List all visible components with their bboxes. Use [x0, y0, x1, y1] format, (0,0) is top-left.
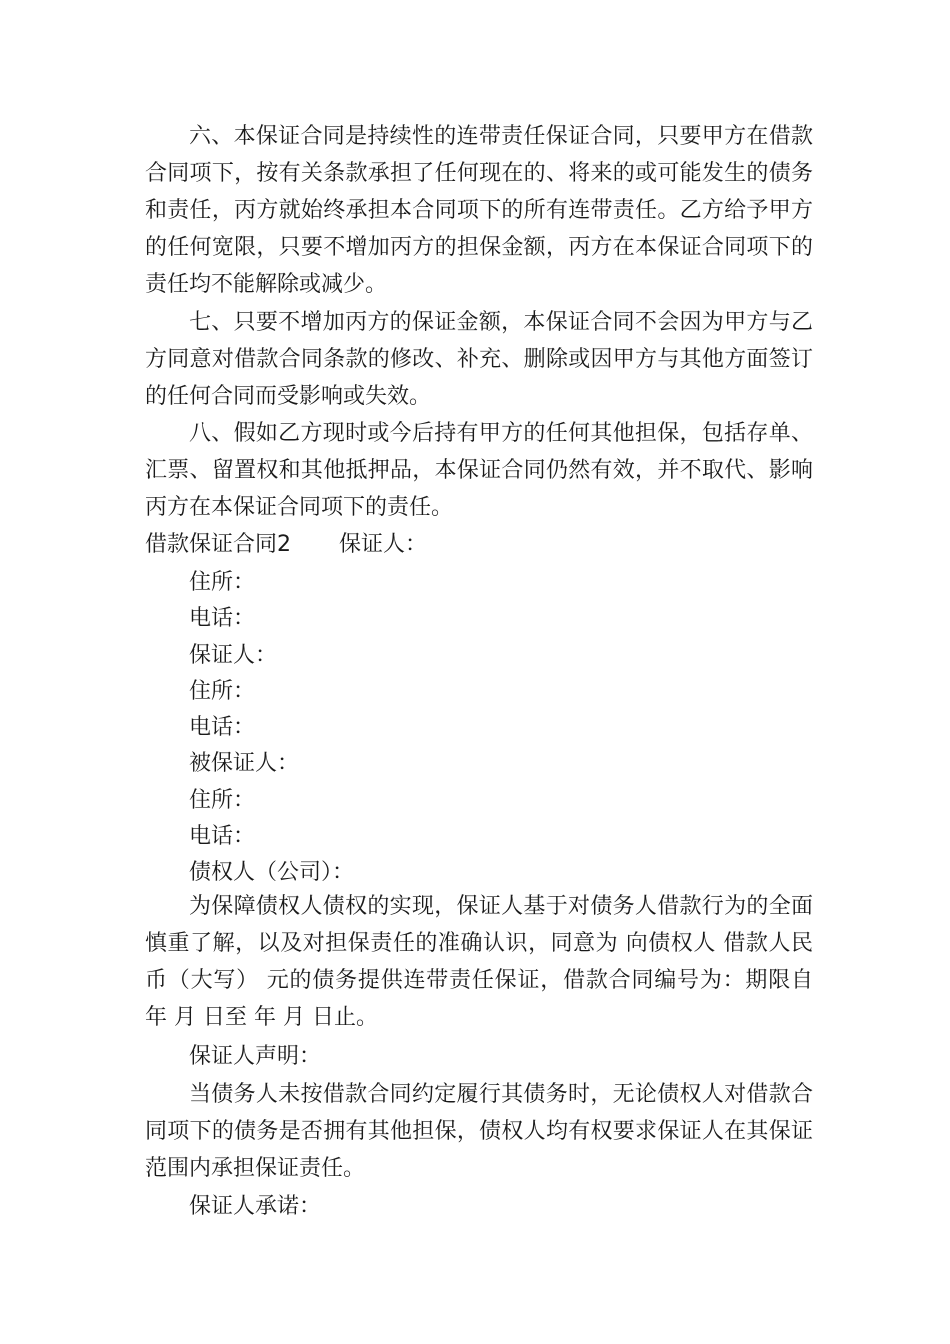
declaration-text: 当债务人未按借款合同约定履行其债务时，无论债权人对借款合同项下的债务是否拥有其他担保，债权人均有权要求保证人在其保证范围内承担保证责任。: [145, 1082, 813, 1181]
clause-six: 六、本保证合同是持续性的连带责任保证合同，只要甲方在借款合同项下，按有关条款承担了任何现在的、将来的或可能发生的债务和责任，丙方就始终承担本合同项下的所有连带责任。乙方给予甲方的任何宽限，只要不增加丙方的担保金额，丙方在本保证合同项下的责任均不能解除或减少。: [145, 124, 813, 297]
contract2-intro: 为保障债权人债权的实现，保证人基于对债务人借款行为的全面慎重了解，以及对担保责任的准确认识，同意为 向债权人 借款人民币（大写） 元的债务提供连带责任保证，借款合同编号为：期限自 年 月 日至 年 月 日止。: [145, 894, 813, 1030]
promise-heading: 保证人承诺：: [189, 1194, 322, 1219]
field-address-2: 住所：: [189, 679, 256, 704]
field-phone-1: 电话：: [189, 606, 256, 631]
clause-seven: 七、只要不增加丙方的保证金额，本保证合同不会因为甲方与乙方同意对借款合同条款的修改、补充、删除或因甲方与其他方面签订的任何合同而受影响或失效。: [145, 310, 813, 409]
declaration-heading: 保证人声明：: [189, 1044, 322, 1069]
contract2-heading-line: [145, 526, 427, 563]
clause-eight: 八、假如乙方现时或今后持有甲方的任何其他担保，包括存单、汇票、留置权和其他抵押品，本保证合同仍然有效，并不取代、影响丙方在本保证合同项下的责任。: [145, 421, 813, 520]
field-creditor: 债权人（公司）：: [189, 860, 355, 885]
guarantor-label: 保证人：: [339, 532, 428, 557]
field-guaranteed-party: 被保证人：: [189, 751, 300, 776]
field-guarantor-2: 保证人：: [189, 643, 278, 668]
field-address-3: 住所：: [189, 788, 256, 813]
field-address-1: 住所：: [189, 570, 256, 595]
contract2-title: 借款保证合同2: [145, 532, 291, 557]
field-phone-2: 电话：: [189, 715, 256, 740]
field-phone-3: 电话：: [189, 824, 256, 849]
